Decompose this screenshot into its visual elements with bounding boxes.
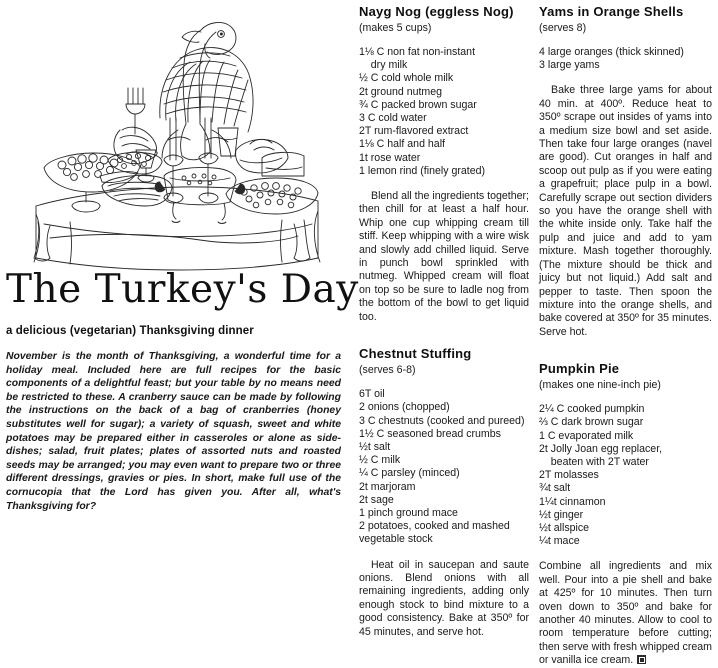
ingredient-item: 2t Jolly Joan egg replacer, xyxy=(539,442,663,455)
recipe-yams-in-orange-shells xyxy=(535,4,718,339)
recipe-chestnut-stuffing xyxy=(355,346,535,639)
ingredient-item: 2T rum-flavored extract xyxy=(359,125,469,138)
ingredient-list xyxy=(359,46,529,178)
ingredient-item: 2t sage xyxy=(359,493,394,506)
recipe-yield: (makes 5 cups) xyxy=(359,22,432,34)
ingredient-item: ¼ C parsley (minced) xyxy=(359,467,460,480)
ingredient-item: 6T oil xyxy=(359,388,385,401)
recipe-title: Chestnut Stuffing xyxy=(359,346,472,362)
ingredient-item: ⅔ C dark brown sugar xyxy=(539,416,644,429)
ingredient-item: 1⅛ C non fat non-instant xyxy=(359,46,476,58)
right-column xyxy=(535,0,718,667)
thanksgiving-table-illustration xyxy=(0,0,355,272)
ingredient-item: ¾t salt xyxy=(539,482,571,495)
ingredient-item: ½t allspice xyxy=(539,521,590,534)
ingredient-item: ½ C milk xyxy=(359,454,401,467)
recipe-yield: (serves 6-8) xyxy=(359,364,416,377)
ingredient-item: 1 lemon rind (finely grated) xyxy=(359,164,486,177)
ingredient-item: dry milk xyxy=(359,59,408,72)
ingredient-item: 2T molasses xyxy=(539,469,599,482)
ingredient-item: 1⅛ C half and half xyxy=(359,138,445,151)
recipe-method: Heat oil in saucepan and saute onions. Blend onions with all remaining ingredients, adding only enough stock to bind mixture to a good consistency. Bake at 350º for 45 minutes, and serve hot. xyxy=(359,558,529,638)
end-mark-icon xyxy=(637,655,646,664)
goblets xyxy=(136,128,238,182)
page-subtitle: a delicious (vegetarian) Thanksgiving dinner xyxy=(6,325,254,337)
ingredient-item: vegetable stock xyxy=(359,533,433,546)
ingredient-item: ½t ginger xyxy=(539,508,584,521)
left-column xyxy=(0,0,359,540)
intro-paragraph: November is the month of Thanksgiving, a wonderful time for a holiday meal. Included here are full recipes for the basic components of a delightful feast; but your table by no means need be restricted to these. A cranberry sauce can be made by following the instructions on the back of a bag of cranberries (honey substitutes well for sugar); a variety of squash, sweet and white potatoes may be prepared either in casseroles or alone as side-dishes; salad, fruit plates; plates of assorted nuts and roasted seeds may be arranged; you may even want to prepare two or three different dressings, gravies or pies. In short, make full use of the cornucopia that the Lord has given you. After all, what's Thanksgiving for? xyxy=(6,351,341,512)
recipe-method-text: Combine all ingredients and mix well. Pour into a pie shell and bake at 425º for 10 minutes. Then turn oven down to 350º and bake for another 40 minutes. Allow to cool to room temperature before cutting; then serve with fresh whipped cream or vanilla ice cream. xyxy=(539,560,712,667)
ingredient-item: 1½ C seasoned bread crumbs xyxy=(359,427,501,440)
recipe-method: Bake three large yams for about 40 min. at 400º. Reduce heat to 350º scrape out insides of yams into a medium size bowl and set aside. Then take four large oranges (navel are good). Cut oranges in half and scoop out pulp as if you were eating a grapefruit; place pulp in a bowl. Carefully scrape out section dividers so you have the orange shell with the white inside only. Take half the pulp and juice and add to yam mixture. Mash together thoroughly. (The mixture should be thick and juicy but not liquid.) Add salt and pepper to taste. Then spoon the mixture into the orange shells, and bake covered at 350º for 35 minutes. Serve hot. xyxy=(539,84,712,338)
page-title: The Turkey's Day xyxy=(6,267,359,312)
nut-platter xyxy=(226,178,318,214)
ingredient-item: 2¼ C cooked pumpkin xyxy=(539,403,645,416)
recipe-yield: (serves 8) xyxy=(539,22,587,34)
ingredient-item: beaten with 2T water xyxy=(539,455,649,468)
ingredient-item: 3 C chestnuts (cooked and pureed) xyxy=(359,414,525,427)
ingredient-item: ¼t mace xyxy=(539,535,580,548)
ingredient-item: 2t marjoram xyxy=(359,480,416,493)
recipe-method: Blend all the ingredients together; then chill for at least a half hour. Whip one cup whipping cream till stiff. Keep whipping with a wire wisk and slowly add chilled liquid. Serve in punch bowl sprinkled with nutmeg. Whipped cream will float on top so be sure to ladle nog from the bottom of the bowl to get liquid too. xyxy=(359,190,529,323)
recipe-pumpkin-pie xyxy=(535,361,718,667)
ingredient-list xyxy=(539,403,712,548)
recipe-nayg-nog xyxy=(355,4,535,324)
turkey-figure xyxy=(160,23,253,160)
masthead xyxy=(0,267,359,513)
ingredient-item: 2t ground nutmeg xyxy=(359,85,443,98)
recipe-yield: (makes one nine-inch pie) xyxy=(539,379,661,392)
ingredient-item: 3 C cold water xyxy=(359,112,427,125)
ingredient-item: 1 C evaporated milk xyxy=(539,429,634,442)
candlesticks xyxy=(164,118,218,203)
recipe-title: Yams in Orange Shells xyxy=(539,4,684,19)
ingredient-list xyxy=(359,388,529,546)
title-banner xyxy=(34,220,310,261)
ingredient-item: 1¼t cinnamon xyxy=(539,495,606,508)
middle-column xyxy=(355,0,535,638)
ingredient-item: 1 pinch ground mace xyxy=(359,506,458,519)
ingredient-item: ¾ C packed brown sugar xyxy=(359,98,477,111)
ingredient-item: 2 onions (chopped) xyxy=(359,401,450,414)
ingredient-item: ½ C cold whole milk xyxy=(359,72,454,85)
ingredient-item: 3 large yams xyxy=(539,59,600,72)
recipe-method xyxy=(539,560,712,667)
ingredient-item: 2 potatoes, cooked and mashed xyxy=(359,520,510,533)
recipe-title: Pumpkin Pie xyxy=(539,361,620,377)
ingredient-item: 4 large oranges (thick skinned) xyxy=(539,46,684,58)
table xyxy=(34,187,320,270)
recipe-title: Nayg Nog (eggless Nog) xyxy=(359,4,514,19)
ingredient-item: ½t salt xyxy=(359,440,391,453)
ingredient-list xyxy=(539,46,712,72)
ingredient-item: 1t rose water xyxy=(359,151,421,164)
